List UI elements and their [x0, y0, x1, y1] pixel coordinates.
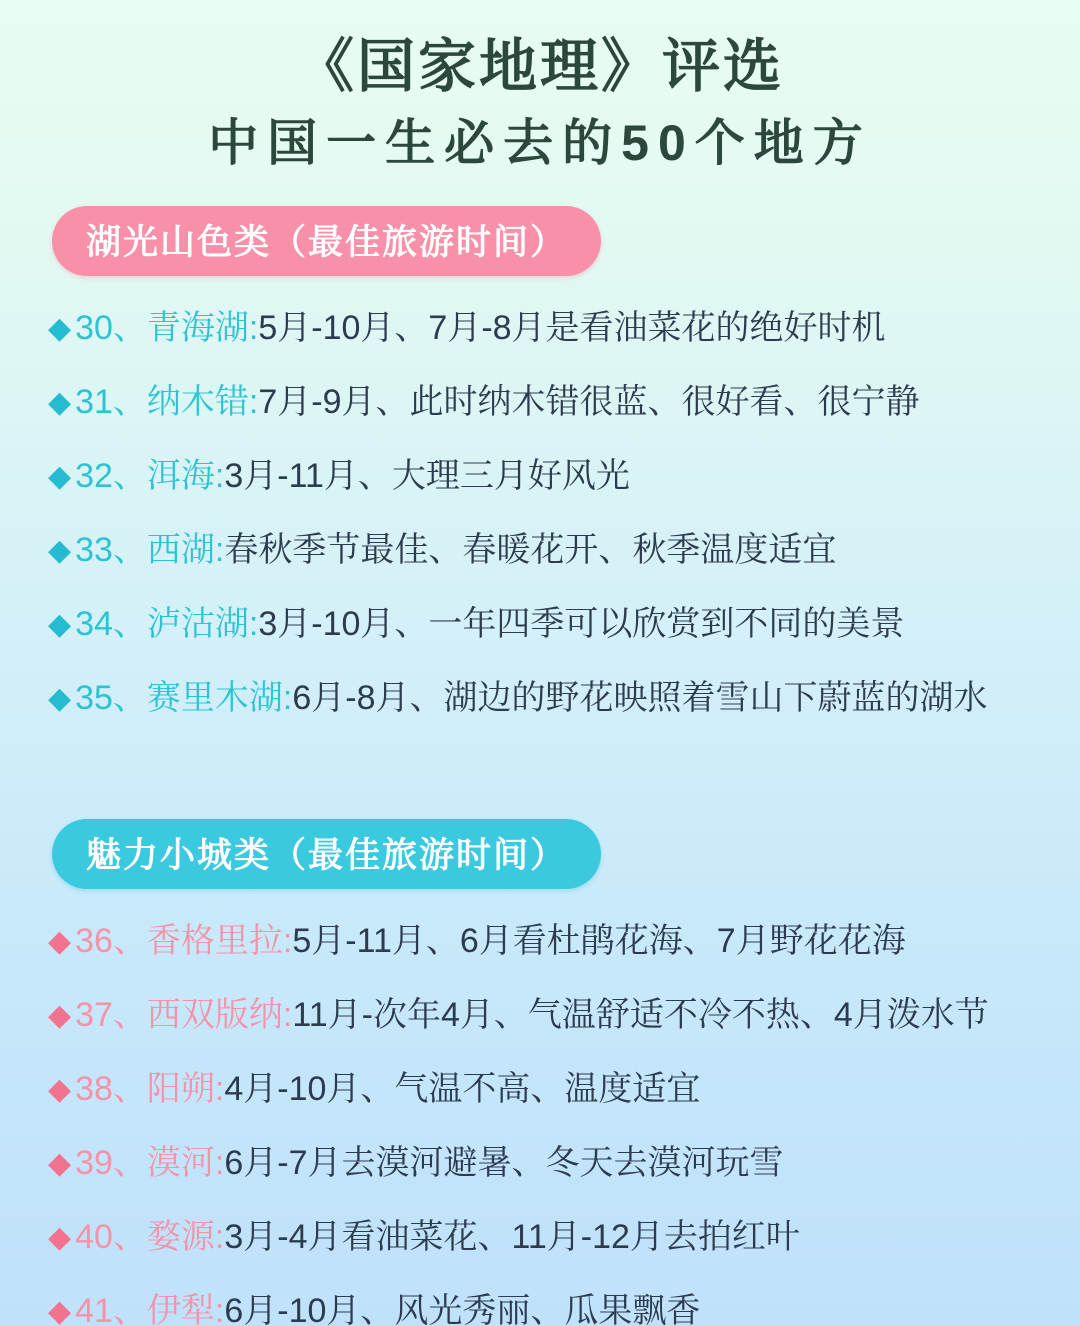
item-place-name: 泸沽湖	[146, 605, 249, 644]
colon: :	[214, 1292, 225, 1326]
section-lakes-mountains	[0, 206, 1080, 719]
diamond-bullet-icon: ◆	[48, 999, 72, 1033]
item-place-name: 漠河	[146, 1144, 215, 1183]
section-badge: 湖光山色类（最佳旅游时间）	[52, 206, 601, 276]
diamond-bullet-icon: ◆	[48, 460, 72, 494]
diamond-bullet-icon: ◆	[48, 1295, 72, 1326]
item-number: 40	[75, 1218, 113, 1257]
colon: :	[214, 531, 225, 570]
item-number: 36	[75, 922, 113, 961]
colon: :	[214, 457, 225, 496]
list-item	[48, 456, 1080, 497]
list-item	[48, 995, 1080, 1036]
item-place-name: 青海湖	[146, 309, 249, 348]
diamond-bullet-icon: ◆	[48, 1221, 72, 1255]
list-item	[48, 1217, 1080, 1258]
diamond-bullet-icon: ◆	[48, 534, 72, 568]
item-description: 7月-9月、此时纳木错很蓝、很好看、很宁静	[258, 383, 920, 422]
list-item	[48, 604, 1080, 645]
diamond-bullet-icon: ◆	[48, 386, 72, 420]
list-item	[48, 678, 1080, 719]
list-item	[48, 1291, 1080, 1326]
item-number: 38	[75, 1070, 113, 1109]
item-description: 4月-10月、气温不高、温度适宜	[224, 1070, 701, 1109]
item-description: 3月-4月看油菜花、11月-12月去拍红叶	[224, 1218, 800, 1257]
item-number: 41	[75, 1292, 113, 1326]
item-description: 6月-7月去漠河避暑、冬天去漠河玩雪	[224, 1144, 784, 1183]
enum-comma: 、	[112, 531, 147, 570]
item-description: 3月-11月、大理三月好风光	[224, 457, 630, 496]
item-description: 6月-8月、湖边的野花映照着雪山下蔚蓝的湖水	[292, 679, 988, 718]
enum-comma: 、	[112, 605, 147, 644]
item-number: 35	[75, 679, 113, 718]
colon: :	[282, 922, 293, 961]
item-description: 11月-次年4月、气温舒适不冷不热、4月泼水节	[292, 996, 989, 1035]
enum-comma: 、	[112, 1218, 147, 1257]
colon: :	[282, 996, 293, 1035]
item-place-name: 阳朔	[146, 1070, 215, 1109]
diamond-bullet-icon: ◆	[48, 608, 72, 642]
enum-comma: 、	[112, 1070, 147, 1109]
list-item	[48, 1069, 1080, 1110]
colon: :	[248, 383, 259, 422]
enum-comma: 、	[112, 679, 147, 718]
list-item	[48, 1143, 1080, 1184]
item-description: 5月-11月、6月看杜鹃花海、7月野花花海	[292, 922, 906, 961]
diamond-bullet-icon: ◆	[48, 1073, 72, 1107]
diamond-bullet-icon: ◆	[48, 925, 72, 959]
list-item	[48, 921, 1080, 962]
item-description: 6月-10月、风光秀丽、瓜果飘香	[224, 1292, 701, 1326]
item-number: 30	[75, 309, 113, 348]
diamond-bullet-icon: ◆	[48, 682, 72, 716]
colon: :	[214, 1218, 225, 1257]
enum-comma: 、	[112, 1292, 147, 1326]
enum-comma: 、	[112, 309, 147, 348]
title-line-2: 中国一生必去的50个地方	[208, 114, 872, 171]
page-title	[0, 0, 1080, 172]
diamond-bullet-icon: ◆	[48, 1147, 72, 1181]
item-place-name: 洱海	[146, 457, 215, 496]
section-badge: 魅力小城类（最佳旅游时间）	[52, 819, 601, 889]
colon: :	[248, 309, 259, 348]
item-number: 33	[75, 531, 113, 570]
item-place-name: 西双版纳	[146, 996, 283, 1035]
item-place-name: 西湖	[146, 531, 215, 570]
item-number: 39	[75, 1144, 113, 1183]
item-number: 31	[75, 383, 113, 422]
item-place-name: 婺源	[146, 1218, 215, 1257]
enum-comma: 、	[112, 996, 147, 1035]
title-line-1: 《国家地理》评选	[295, 34, 784, 99]
item-description: 5月-10月、7月-8月是看油菜花的绝好时机	[258, 309, 886, 348]
list-item	[48, 530, 1080, 571]
colon: :	[214, 1070, 225, 1109]
item-place-name: 香格里拉	[146, 922, 283, 961]
item-place-name: 纳木错	[146, 383, 249, 422]
item-number: 32	[75, 457, 113, 496]
section-charming-towns	[0, 819, 1080, 1326]
item-description: 春秋季节最佳、春暖花开、秋季温度适宜	[224, 531, 837, 570]
item-number: 37	[75, 996, 113, 1035]
item-number: 34	[75, 605, 113, 644]
enum-comma: 、	[112, 383, 147, 422]
enum-comma: 、	[112, 1144, 147, 1183]
enum-comma: 、	[112, 457, 147, 496]
enum-comma: 、	[112, 922, 147, 961]
colon: :	[248, 605, 259, 644]
list-item	[48, 308, 1080, 349]
item-description: 3月-10月、一年四季可以欣赏到不同的美景	[258, 605, 905, 644]
colon: :	[282, 679, 293, 718]
item-place-name: 赛里木湖	[146, 679, 283, 718]
diamond-bullet-icon: ◆	[48, 312, 72, 346]
item-place-name: 伊犁	[146, 1292, 215, 1326]
colon: :	[214, 1144, 225, 1183]
section-item-list	[48, 921, 1080, 1326]
section-item-list	[48, 308, 1080, 719]
list-item	[48, 382, 1080, 423]
